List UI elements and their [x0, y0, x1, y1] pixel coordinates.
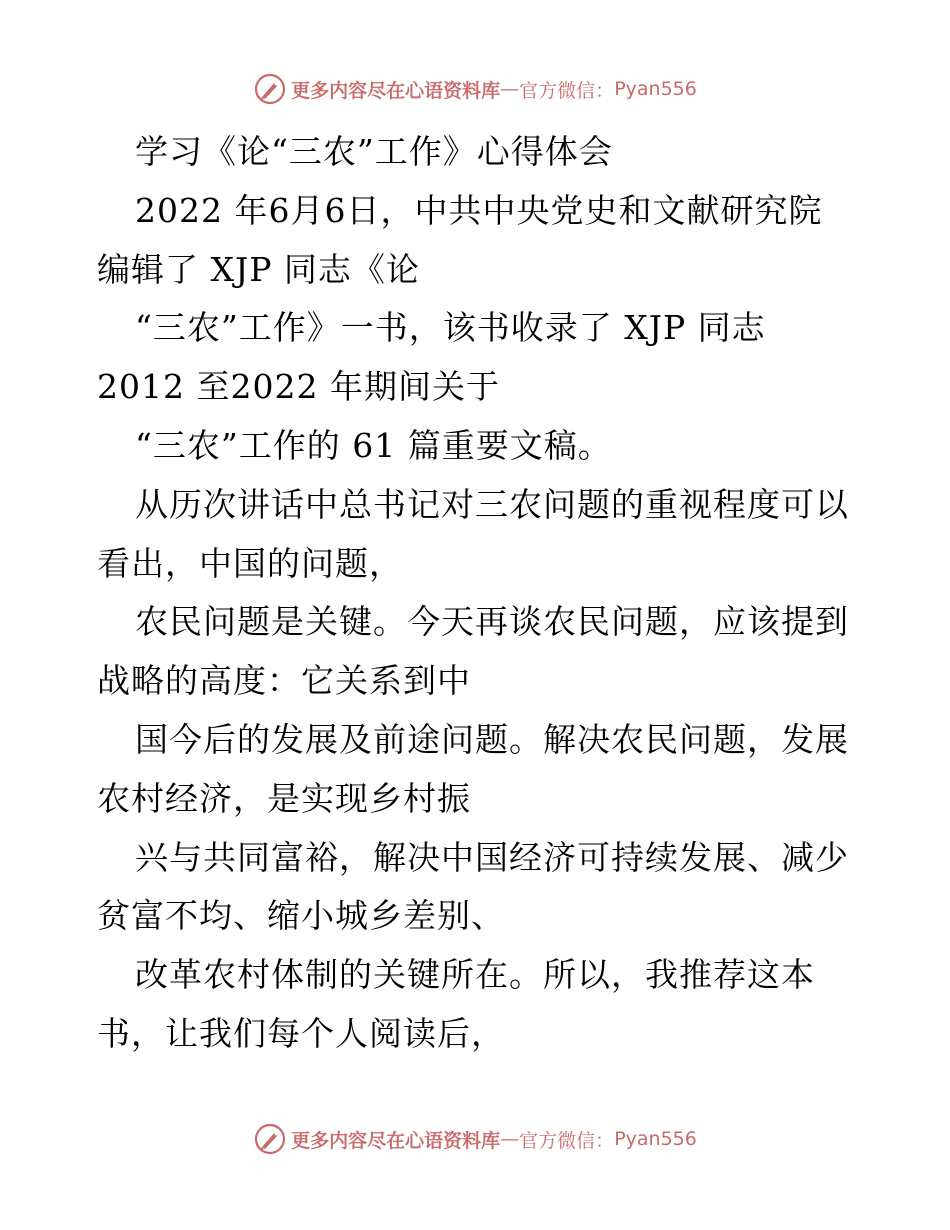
banner-dash: —: [500, 1128, 520, 1150]
banner-slogan: 更多内容尽在心语资料库: [291, 79, 501, 102]
banner-wechat-label: 官方微信：: [519, 1129, 615, 1152]
banner-slogan: 更多内容尽在心语资料库: [291, 1129, 501, 1152]
text-line: 编辑了 XJP 同志《论: [97, 249, 420, 289]
banner-dash: —: [500, 78, 520, 100]
banner-wechat-id: Pyan556: [614, 78, 697, 100]
footer-banner: [0, 1122, 950, 1156]
text-line: “三农”工作》一书，该书收录了 XJP 同志: [135, 308, 766, 348]
text-line: 贫富不均、缩小城乡差别、: [97, 896, 505, 936]
text-line: 战略的高度：它关系到中: [97, 661, 471, 701]
text-line: 2022 年6月6日，中共中央党史和文献研究院: [135, 190, 823, 230]
text-line: 看出，中国的问题，: [97, 543, 403, 583]
document-title: 学习《论“三农”工作》心得体会: [135, 132, 613, 171]
text-line: 书，让我们每个人阅读后，: [97, 1013, 505, 1053]
text-line: 兴与共同富裕，解决中国经济可持续发展、减少: [135, 837, 849, 877]
text-line: 国今后的发展及前途问题。解决农民问题，发展: [135, 719, 849, 759]
text-line: 农民问题是关键。今天再谈农民问题，应该提到: [135, 602, 849, 642]
text-line: “三农”工作的 61 篇重要文稿。: [135, 425, 612, 465]
document-body: [97, 123, 857, 1064]
quill-logo-icon: [253, 72, 287, 106]
text-line: 从历次讲话中总书记对三农问题的重视程度可以: [135, 484, 849, 524]
text-line: 改革农村体制的关键所在。所以，我推荐这本: [135, 955, 815, 995]
banner-wechat-id: Pyan556: [614, 1128, 697, 1150]
banner-wechat-label: 官方微信：: [519, 79, 615, 102]
header-banner: [0, 72, 950, 106]
text-line: 农村经济，是实现乡村振: [97, 778, 471, 818]
quill-logo-icon: [253, 1122, 287, 1156]
text-line: 2012 至2022 年期间关于: [97, 367, 500, 407]
